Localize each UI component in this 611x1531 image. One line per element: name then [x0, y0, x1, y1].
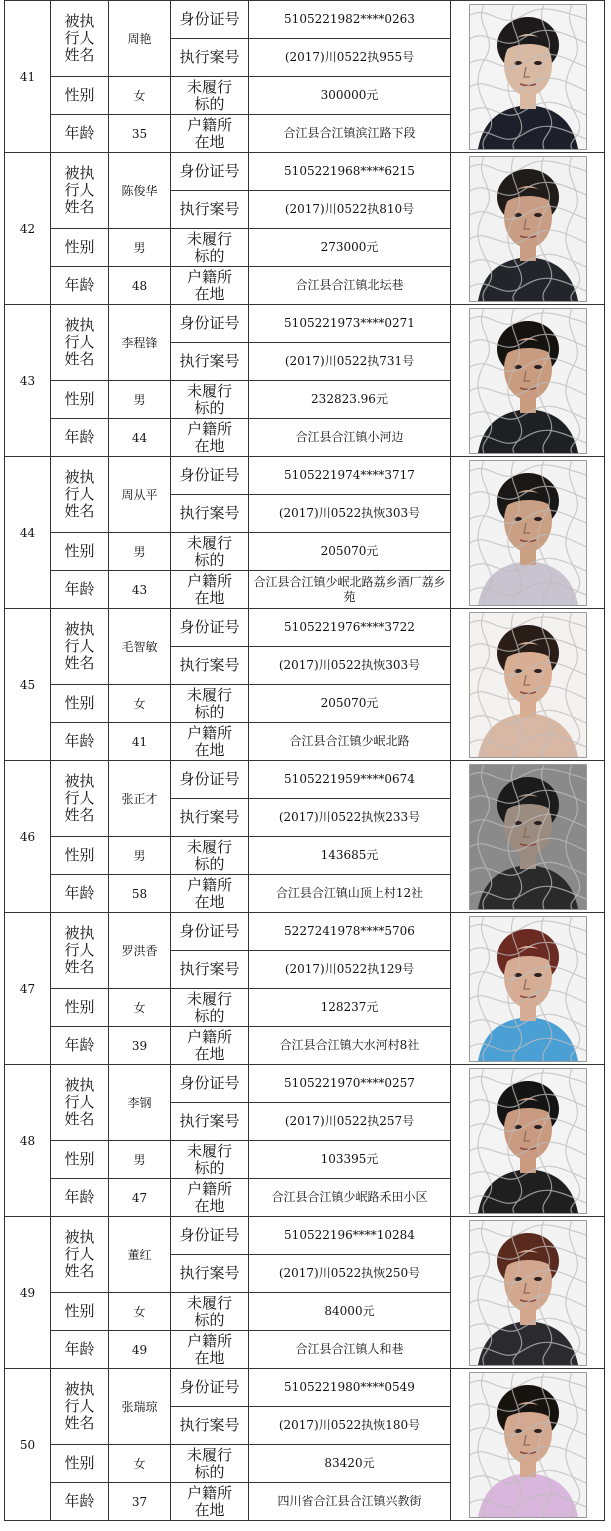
- field-label: 未履行标的: [171, 381, 249, 419]
- field-value: (2017)川0522执恢303号: [249, 647, 451, 685]
- field-label: 被执行人姓名: [51, 305, 109, 381]
- field-value: (2017)川0522执731号: [249, 343, 451, 381]
- field-label: 户籍所在地: [171, 723, 249, 761]
- field-label: 身份证号: [171, 1, 249, 39]
- field-label: 年龄: [51, 1331, 109, 1369]
- portrait-photo: [469, 1220, 587, 1366]
- field-value: 5105221973****0271: [249, 305, 451, 343]
- field-label: 性别: [51, 989, 109, 1027]
- field-label: 被执行人姓名: [51, 457, 109, 533]
- debtor-table: [4, 0, 605, 1521]
- portrait-photo: [469, 764, 587, 910]
- field-label: 未履行标的: [171, 989, 249, 1027]
- field-label: 执行案号: [171, 343, 249, 381]
- field-value: 205070元: [249, 533, 451, 571]
- field-label: 年龄: [51, 571, 109, 609]
- record-row: [5, 153, 605, 191]
- field-value: 273000元: [249, 229, 451, 267]
- field-value: 103395元: [249, 1141, 451, 1179]
- field-label: 被执行人姓名: [51, 1, 109, 77]
- field-label: 户籍所在地: [171, 419, 249, 457]
- field-label: 执行案号: [171, 1103, 249, 1141]
- field-value: 5227241978****5706: [249, 913, 451, 951]
- field-label: 未履行标的: [171, 229, 249, 267]
- field-label: 未履行标的: [171, 1445, 249, 1483]
- field-value: 合江县合江镇北坛巷: [249, 267, 451, 305]
- field-value: 41: [109, 723, 171, 761]
- portrait-cell: [451, 913, 605, 1065]
- field-value: 李钢: [109, 1065, 171, 1141]
- record-number: 47: [5, 913, 51, 1065]
- record-number: 48: [5, 1065, 51, 1217]
- field-value: 83420元: [249, 1445, 451, 1483]
- field-label: 被执行人姓名: [51, 153, 109, 229]
- field-label: 身份证号: [171, 1369, 249, 1407]
- field-value: (2017)川0522执恢250号: [249, 1255, 451, 1293]
- field-label: 身份证号: [171, 1217, 249, 1255]
- field-value: 男: [109, 533, 171, 571]
- field-label: 户籍所在地: [171, 1027, 249, 1065]
- field-value: 张正才: [109, 761, 171, 837]
- portrait-cell: [451, 305, 605, 457]
- portrait-photo: [469, 4, 587, 150]
- field-label: 性别: [51, 837, 109, 875]
- field-value: 5105221970****0257: [249, 1065, 451, 1103]
- portrait-cell: [451, 609, 605, 761]
- field-value: 女: [109, 989, 171, 1027]
- record-row: [5, 305, 605, 343]
- field-label: 未履行标的: [171, 685, 249, 723]
- field-value: 35: [109, 115, 171, 153]
- field-label: 被执行人姓名: [51, 761, 109, 837]
- field-label: 性别: [51, 533, 109, 571]
- record-row: [5, 761, 605, 799]
- field-value: 女: [109, 1445, 171, 1483]
- field-label: 被执行人姓名: [51, 913, 109, 989]
- portrait-cell: [451, 1369, 605, 1521]
- record-number: 45: [5, 609, 51, 761]
- field-label: 身份证号: [171, 1065, 249, 1103]
- field-value: 女: [109, 77, 171, 115]
- field-label: 户籍所在地: [171, 1483, 249, 1521]
- field-label: 性别: [51, 229, 109, 267]
- field-label: 被执行人姓名: [51, 1217, 109, 1293]
- portrait-cell: [451, 1065, 605, 1217]
- field-value: 43: [109, 571, 171, 609]
- field-value: 张瑞琼: [109, 1369, 171, 1445]
- field-value: 合江县合江镇少岷路禾田小区: [249, 1179, 451, 1217]
- field-value: 男: [109, 381, 171, 419]
- field-label: 户籍所在地: [171, 115, 249, 153]
- field-value: 合江县合江镇少岷北路: [249, 723, 451, 761]
- record-number: 46: [5, 761, 51, 913]
- field-value: 143685元: [249, 837, 451, 875]
- record-row: [5, 1217, 605, 1255]
- field-value: (2017)川0522执恢303号: [249, 495, 451, 533]
- field-value: 男: [109, 229, 171, 267]
- field-label: 性别: [51, 685, 109, 723]
- field-label: 被执行人姓名: [51, 1369, 109, 1445]
- record-row: [5, 1369, 605, 1407]
- field-value: (2017)川0522执257号: [249, 1103, 451, 1141]
- field-value: 董红: [109, 1217, 171, 1293]
- field-label: 身份证号: [171, 305, 249, 343]
- field-label: 未履行标的: [171, 77, 249, 115]
- portrait-photo: [469, 460, 587, 606]
- field-label: 性别: [51, 1445, 109, 1483]
- field-value: 合江县合江镇小河边: [249, 419, 451, 457]
- field-value: 300000元: [249, 77, 451, 115]
- field-value: 李程锋: [109, 305, 171, 381]
- field-label: 身份证号: [171, 457, 249, 495]
- portrait-cell: [451, 761, 605, 913]
- field-label: 性别: [51, 77, 109, 115]
- field-value: 205070元: [249, 685, 451, 723]
- field-label: 性别: [51, 1141, 109, 1179]
- field-label: 年龄: [51, 1027, 109, 1065]
- field-label: 被执行人姓名: [51, 609, 109, 685]
- field-value: 5105221959****0674: [249, 761, 451, 799]
- field-label: 年龄: [51, 1179, 109, 1217]
- field-value: 合江县合江镇人和巷: [249, 1331, 451, 1369]
- portrait-cell: [451, 1217, 605, 1369]
- field-label: 未履行标的: [171, 1141, 249, 1179]
- field-value: 58: [109, 875, 171, 913]
- field-value: 5105221982****0263: [249, 1, 451, 39]
- field-label: 执行案号: [171, 951, 249, 989]
- field-label: 户籍所在地: [171, 1179, 249, 1217]
- field-label: 执行案号: [171, 647, 249, 685]
- portrait-cell: [451, 457, 605, 609]
- record-number: 42: [5, 153, 51, 305]
- portrait-photo: [469, 916, 587, 1062]
- portrait-photo: [469, 612, 587, 758]
- field-label: 未履行标的: [171, 533, 249, 571]
- field-label: 执行案号: [171, 799, 249, 837]
- field-label: 未履行标的: [171, 1293, 249, 1331]
- record-number: 43: [5, 305, 51, 457]
- field-label: 年龄: [51, 115, 109, 153]
- record-row: [5, 1065, 605, 1103]
- field-value: 罗洪香: [109, 913, 171, 989]
- field-label: 执行案号: [171, 1407, 249, 1445]
- portrait-photo: [469, 1372, 587, 1518]
- field-value: 5105221968****6215: [249, 153, 451, 191]
- record-row: [5, 457, 605, 495]
- field-label: 执行案号: [171, 1255, 249, 1293]
- record-number: 44: [5, 457, 51, 609]
- field-label: 年龄: [51, 875, 109, 913]
- field-value: 5105221980****0549: [249, 1369, 451, 1407]
- record-row: [5, 1, 605, 39]
- field-label: 执行案号: [171, 39, 249, 77]
- field-label: 户籍所在地: [171, 571, 249, 609]
- field-label: 执行案号: [171, 495, 249, 533]
- field-value: (2017)川0522执129号: [249, 951, 451, 989]
- field-value: 合江县合江镇大水河村8社: [249, 1027, 451, 1065]
- record-row: [5, 913, 605, 951]
- field-value: 女: [109, 1293, 171, 1331]
- portrait-cell: [451, 153, 605, 305]
- field-value: 毛智敏: [109, 609, 171, 685]
- field-value: 合江县合江镇山顶上村12社: [249, 875, 451, 913]
- field-label: 户籍所在地: [171, 267, 249, 305]
- field-value: 周从平: [109, 457, 171, 533]
- portrait-photo: [469, 308, 587, 454]
- field-value: 232823.96元: [249, 381, 451, 419]
- field-value: 128237元: [249, 989, 451, 1027]
- field-label: 户籍所在地: [171, 1331, 249, 1369]
- field-label: 被执行人姓名: [51, 1065, 109, 1141]
- field-value: 女: [109, 685, 171, 723]
- field-label: 户籍所在地: [171, 875, 249, 913]
- field-value: 陈俊华: [109, 153, 171, 229]
- field-label: 年龄: [51, 723, 109, 761]
- field-value: 四川省合江县合江镇兴教街: [249, 1483, 451, 1521]
- field-value: (2017)川0522执810号: [249, 191, 451, 229]
- field-value: 44: [109, 419, 171, 457]
- field-label: 身份证号: [171, 609, 249, 647]
- field-value: 47: [109, 1179, 171, 1217]
- field-value: 周艳: [109, 1, 171, 77]
- field-value: 合江县合江镇少岷北路荔乡酒厂荔乡苑: [249, 571, 451, 609]
- field-label: 身份证号: [171, 913, 249, 951]
- field-label: 年龄: [51, 267, 109, 305]
- field-value: 5105221974****3717: [249, 457, 451, 495]
- field-value: 5105221976****3722: [249, 609, 451, 647]
- field-label: 身份证号: [171, 761, 249, 799]
- field-value: 49: [109, 1331, 171, 1369]
- field-label: 执行案号: [171, 191, 249, 229]
- record-number: 50: [5, 1369, 51, 1521]
- field-value: (2017)川0522执恢233号: [249, 799, 451, 837]
- field-value: 男: [109, 837, 171, 875]
- record-number: 49: [5, 1217, 51, 1369]
- portrait-photo: [469, 156, 587, 302]
- field-value: (2017)川0522执955号: [249, 39, 451, 77]
- record-number: 41: [5, 1, 51, 153]
- field-value: 510522196****10284: [249, 1217, 451, 1255]
- record-row: [5, 609, 605, 647]
- field-value: (2017)川0522执恢180号: [249, 1407, 451, 1445]
- portrait-cell: [451, 1, 605, 153]
- field-value: 84000元: [249, 1293, 451, 1331]
- field-label: 未履行标的: [171, 837, 249, 875]
- field-value: 男: [109, 1141, 171, 1179]
- field-label: 性别: [51, 1293, 109, 1331]
- field-label: 年龄: [51, 1483, 109, 1521]
- field-label: 身份证号: [171, 153, 249, 191]
- field-label: 年龄: [51, 419, 109, 457]
- field-value: 39: [109, 1027, 171, 1065]
- field-value: 48: [109, 267, 171, 305]
- field-label: 性别: [51, 381, 109, 419]
- field-value: 合江县合江镇滨江路下段: [249, 115, 451, 153]
- field-value: 37: [109, 1483, 171, 1521]
- portrait-photo: [469, 1068, 587, 1214]
